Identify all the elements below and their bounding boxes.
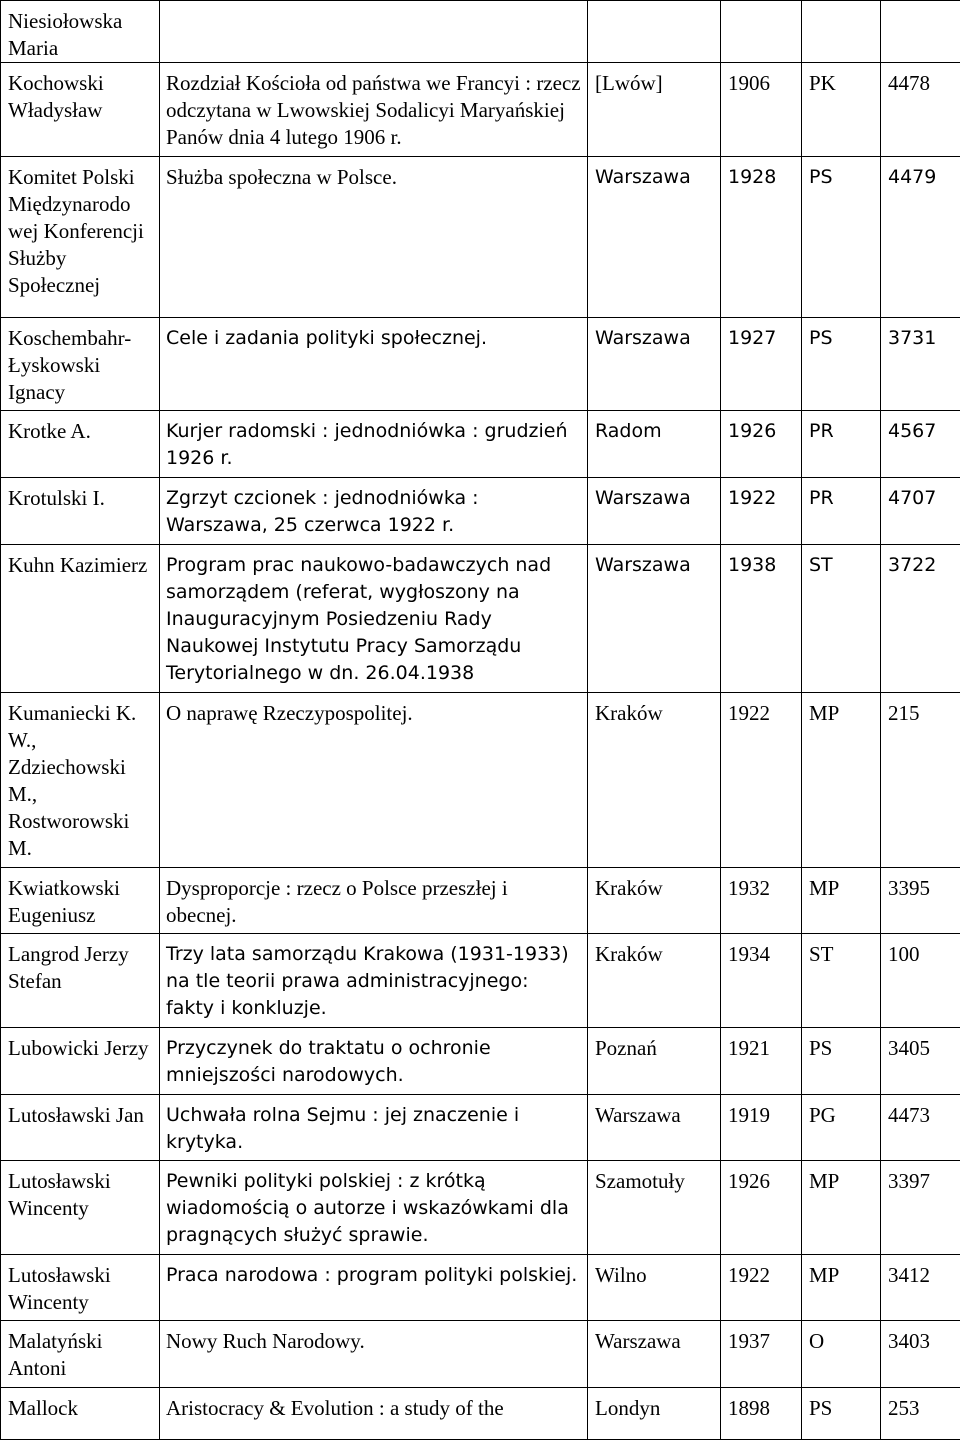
place-cell: Londyn [588, 1387, 721, 1440]
number-cell: 3412 [881, 1254, 960, 1320]
code-cell: MP [802, 1254, 881, 1320]
table-row [1, 1387, 960, 1440]
title-cell: Dysproporcje : rzecz o Polsce przeszłej i obecnej. [160, 867, 588, 933]
code-cell: ST [802, 934, 881, 1028]
year-cell: 1906 [721, 63, 802, 157]
code-cell: PS [802, 157, 881, 318]
author-cell: Niesiołowska Maria [1, 1, 160, 63]
table-row [1, 1028, 960, 1094]
author-cell: Lutosławski Wincenty [1, 1254, 160, 1320]
title-cell: Aristocracy & Evolution : a study of the [160, 1387, 588, 1440]
year-cell: 1928 [721, 157, 802, 318]
title-cell: Zgrzyt czcionek : jednodniówka : Warszawa, 25 czerwca 1922 r. [160, 478, 588, 544]
number-cell: 253 [881, 1387, 960, 1440]
table-row [1, 318, 960, 411]
catalog-rows [1, 1, 960, 1440]
code-cell: ST [802, 544, 881, 692]
code-cell [802, 1, 881, 63]
author-cell: Komitet Polski Międzynarodo wej Konferencji Służby Społecznej [1, 157, 160, 318]
place-cell: Kraków [588, 934, 721, 1028]
place-cell: Radom [588, 410, 721, 477]
table-row [1, 478, 960, 544]
place-cell: Warszawa [588, 544, 721, 692]
number-cell: 3405 [881, 1028, 960, 1094]
title-cell: Program prac naukowo-badawczych nad samorządem (referat, wygłoszony na Inauguracyjnym Posiedzeniu Rady Naukowej Instytutu Pracy Samorządu Terytorialnego w dn. 26.04.1938 [160, 544, 588, 692]
title-cell: Trzy lata samorządu Krakowa (1931-1933) na tle teorii prawa administracyjnego: fakty i konkluzje. [160, 934, 588, 1028]
code-cell: MP [802, 692, 881, 867]
number-cell: 3403 [881, 1321, 960, 1387]
author-cell: Lutosławski Wincenty [1, 1160, 160, 1254]
author-cell: Koschembahr-Łyskowski Ignacy [1, 318, 160, 411]
year-cell [721, 1, 802, 63]
number-cell: 4478 [881, 63, 960, 157]
table-row [1, 1160, 960, 1254]
table-row [1, 692, 960, 867]
year-cell: 1937 [721, 1321, 802, 1387]
author-cell: Kuhn Kazimierz [1, 544, 160, 692]
code-cell: PR [802, 478, 881, 544]
author-cell: Lutosławski Jan [1, 1094, 160, 1160]
title-cell: Nowy Ruch Narodowy. [160, 1321, 588, 1387]
title-cell: Praca narodowa : program polityki polskiej. [160, 1254, 588, 1320]
author-cell: Malatyński Antoni [1, 1321, 160, 1387]
table-row [1, 63, 960, 157]
place-cell: Warszawa [588, 157, 721, 318]
table-row [1, 867, 960, 933]
year-cell: 1938 [721, 544, 802, 692]
title-cell: Uchwała rolna Sejmu : jej znaczenie i krytyka. [160, 1094, 588, 1160]
code-cell: O [802, 1321, 881, 1387]
number-cell: 4567 [881, 410, 960, 477]
year-cell: 1926 [721, 410, 802, 477]
author-cell: Kwiatkowski Eugeniusz [1, 867, 160, 933]
number-cell: 4707 [881, 478, 960, 544]
place-cell: Kraków [588, 692, 721, 867]
year-cell: 1919 [721, 1094, 802, 1160]
number-cell: 3397 [881, 1160, 960, 1254]
place-cell: Warszawa [588, 318, 721, 411]
code-cell: PS [802, 1387, 881, 1440]
title-cell: Przyczynek do traktatu o ochronie mniejszości narodowych. [160, 1028, 588, 1094]
year-cell: 1932 [721, 867, 802, 933]
table-row [1, 410, 960, 477]
table-row [1, 157, 960, 318]
code-cell: MP [802, 1160, 881, 1254]
title-cell [160, 1, 588, 63]
number-cell [881, 1, 960, 63]
table-row [1, 544, 960, 692]
table-row [1, 1254, 960, 1320]
code-cell: MP [802, 867, 881, 933]
number-cell: 100 [881, 934, 960, 1028]
year-cell: 1934 [721, 934, 802, 1028]
place-cell: Warszawa [588, 478, 721, 544]
place-cell: Szamotuły [588, 1160, 721, 1254]
year-cell: 1922 [721, 692, 802, 867]
title-cell: Służba społeczna w Polsce. [160, 157, 588, 318]
year-cell: 1922 [721, 1254, 802, 1320]
place-cell: Poznań [588, 1028, 721, 1094]
title-cell: Kurjer radomski : jednodniówka : grudzień 1926 r. [160, 410, 588, 477]
number-cell: 3395 [881, 867, 960, 933]
code-cell: PG [802, 1094, 881, 1160]
year-cell: 1922 [721, 478, 802, 544]
year-cell: 1926 [721, 1160, 802, 1254]
table-row [1, 1321, 960, 1387]
place-cell: [Lwów] [588, 63, 721, 157]
author-cell: Krotulski I. [1, 478, 160, 544]
place-cell: Wilno [588, 1254, 721, 1320]
year-cell: 1927 [721, 318, 802, 411]
number-cell: 4479 [881, 157, 960, 318]
code-cell: PS [802, 318, 881, 411]
title-cell: Pewniki polityki polskiej : z krótką wiadomością o autorze i wskazówkami dla pragnących służyć sprawie. [160, 1160, 588, 1254]
title-cell: Cele i zadania polityki społecznej. [160, 318, 588, 411]
author-cell: Kochowski Władysław [1, 63, 160, 157]
table-row [1, 1094, 960, 1160]
code-cell: PK [802, 63, 881, 157]
title-cell: Rozdział Kościoła od państwa we Francyi : rzecz odczytana w Lwowskiej Sodalicyi Maryańskiej Panów dnia 4 lutego 1906 r. [160, 63, 588, 157]
author-cell: Mallock [1, 1387, 160, 1440]
place-cell: Warszawa [588, 1321, 721, 1387]
year-cell: 1898 [721, 1387, 802, 1440]
author-cell: Kumaniecki K. W., Zdziechowski M., Rostworowski M. [1, 692, 160, 867]
table-row [1, 934, 960, 1028]
author-cell: Krotke A. [1, 410, 160, 477]
code-cell: PS [802, 1028, 881, 1094]
number-cell: 3722 [881, 544, 960, 692]
year-cell: 1921 [721, 1028, 802, 1094]
place-cell: Warszawa [588, 1094, 721, 1160]
title-cell: O naprawę Rzeczypospolitej. [160, 692, 588, 867]
place-cell: Kraków [588, 867, 721, 933]
place-cell [588, 1, 721, 63]
author-cell: Langrod Jerzy Stefan [1, 934, 160, 1028]
author-cell: Lubowicki Jerzy [1, 1028, 160, 1094]
code-cell: PR [802, 410, 881, 477]
number-cell: 3731 [881, 318, 960, 411]
table-row [1, 1, 960, 63]
number-cell: 4473 [881, 1094, 960, 1160]
number-cell: 215 [881, 692, 960, 867]
